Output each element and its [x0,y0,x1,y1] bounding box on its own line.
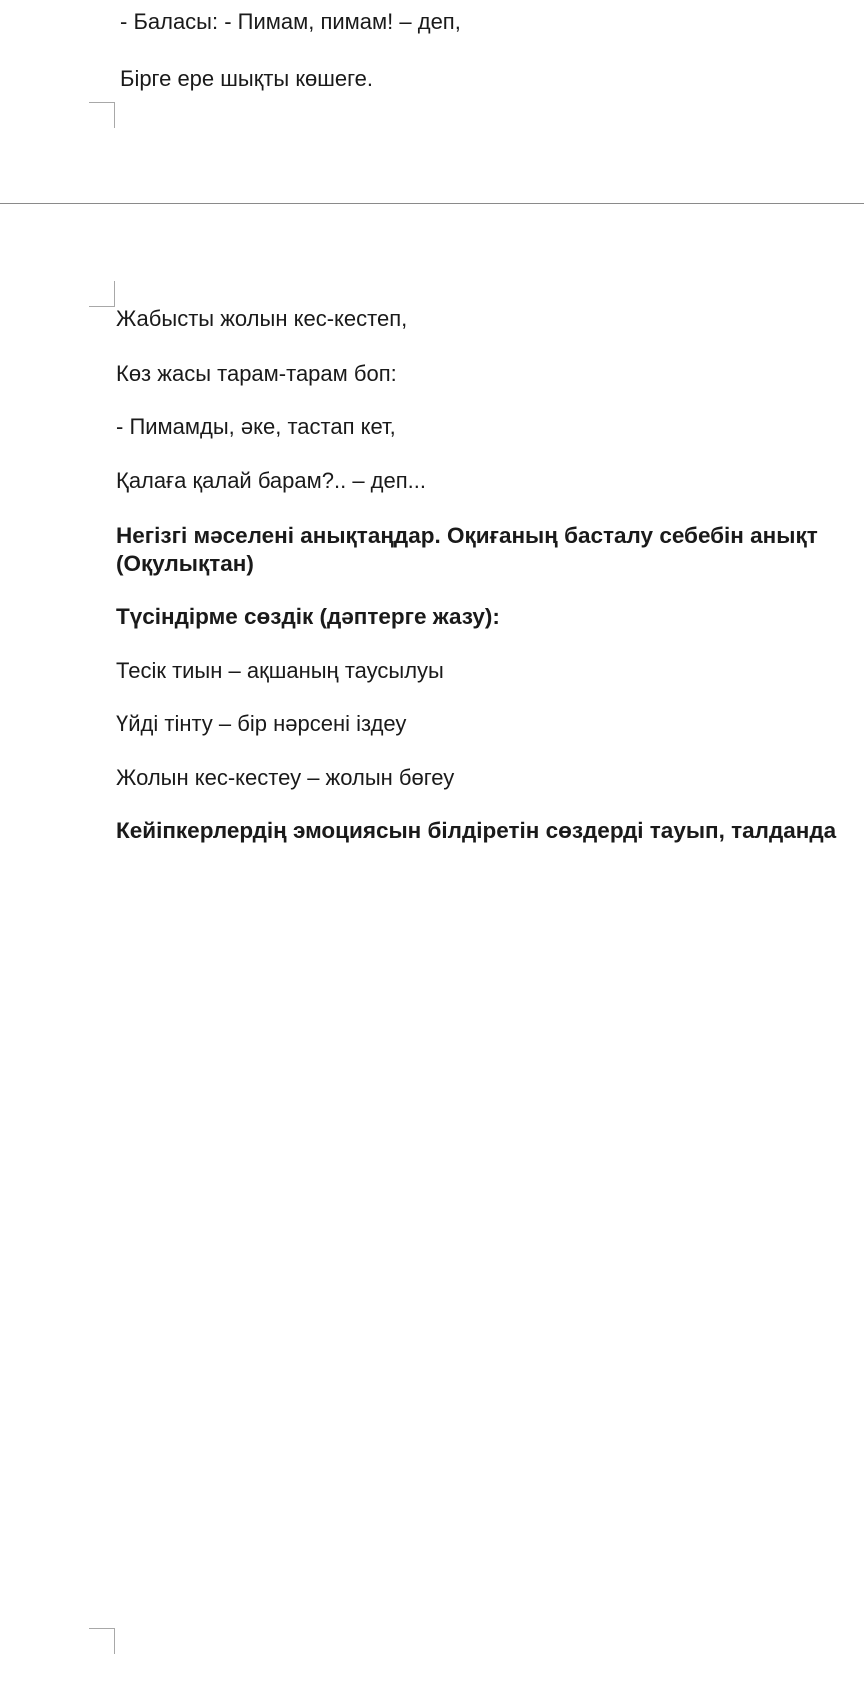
poem-line-3: Жабысты жолын кес-кестеп, [116,306,408,331]
glossary-heading: Түсіндірме сөздік (дәптерге жазу): [116,604,500,629]
poem-line-5: - Пимамды, әке, тастап кет, [116,414,396,439]
document-page-2 [0,205,864,1688]
glossary-item: Үйді тінту – бір нәрсені іздеу [116,711,407,736]
poem-line-6: Қалаға қалай барам?.. – деп... [116,468,426,493]
poem-line-1: - Баласы: - Пимам, пимам! – деп, [120,9,461,34]
poem-line-2: Бірге ере шықты көшеге. [120,66,373,91]
page-margin-corner-mark [89,102,115,128]
page-margin-corner-mark [89,1628,115,1654]
document-page-1 [0,0,864,204]
poem-line-4: Көз жасы тарам-тарам боп: [116,361,397,386]
page-margin-corner-mark [89,281,115,307]
task-emotions: Кейіпкерлердің эмоциясын білдіретін сөздерді тауып, талданда [116,818,837,843]
page-break-divider [0,203,864,204]
glossary-item: Тесік тиын – ақшаның таусылуы [116,658,444,683]
task-main-problem-line-1: Негізгі мәселені анықтаңдар. Оқиғаның басталу себебін анықт [116,523,818,548]
glossary-item: Жолын кес-кестеу – жолын бөгеу [116,765,455,790]
task-main-problem-line-2: (Оқулықтан) [116,551,254,576]
